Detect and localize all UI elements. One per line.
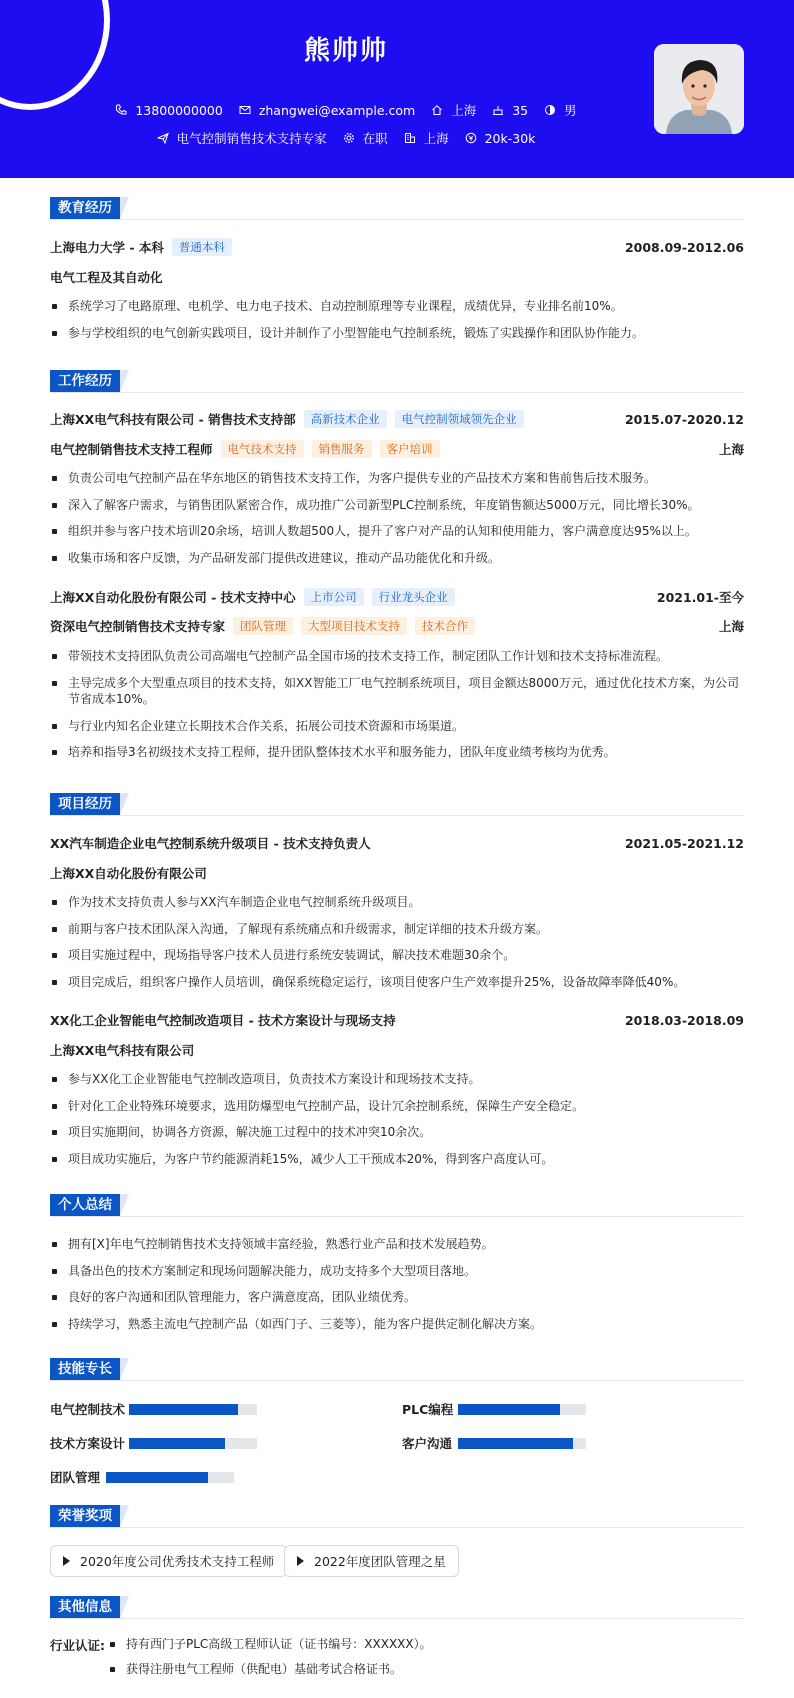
major-row bbox=[50, 268, 744, 286]
project-date: 2018.03-2018.09 bbox=[624, 1012, 744, 1028]
gender-text: 男 bbox=[564, 103, 577, 118]
send-icon bbox=[157, 132, 169, 144]
work-date: 2015.07-2020.12 bbox=[624, 411, 744, 427]
email-text: zhangwei@example.com bbox=[258, 102, 416, 118]
section-projects: 项目经历 bbox=[50, 793, 120, 815]
skill-bar bbox=[106, 1472, 234, 1483]
project-company-row bbox=[50, 1041, 744, 1059]
certification-label: 行业认证: bbox=[50, 1638, 105, 1653]
building-icon bbox=[404, 132, 416, 144]
mail-icon bbox=[239, 104, 251, 116]
project-date: 2021.05-2021.12 bbox=[624, 835, 744, 851]
work-header-row bbox=[50, 588, 744, 606]
position-info bbox=[157, 129, 327, 147]
project-bullets bbox=[50, 894, 744, 1000]
list-item: 系统学习了电路原理、电机学、电力电子技术、自动控制原理等专业课程，成绩优异，专业排名前10%。 bbox=[50, 298, 744, 315]
skill-name: 客户沟通 bbox=[402, 1436, 453, 1451]
hometown-info bbox=[431, 101, 476, 119]
work-header-row bbox=[50, 410, 744, 428]
age-text: 35 bbox=[512, 102, 529, 118]
salary-text: 20k-30k bbox=[484, 130, 536, 146]
phone-text: 13800000000 bbox=[135, 102, 223, 118]
section-divider bbox=[50, 1380, 744, 1381]
list-item: 具备出色的技术方案制定和现场问题解决能力，成功支持多个大型项目落地。 bbox=[50, 1263, 744, 1280]
section-summary: 个人总结 bbox=[50, 1194, 120, 1216]
position-text: 电气控制销售技术支持专家 bbox=[176, 131, 327, 146]
section-work: 工作经历 bbox=[50, 370, 120, 392]
company-name: 上海XX自动化股份有限公司 - 技术支持中心 bbox=[50, 590, 296, 605]
job-tag: 电气技术支持 bbox=[221, 440, 304, 458]
project-company: 上海XX电气科技有限公司 bbox=[50, 1043, 195, 1058]
list-item: 深入了解客户需求，与销售团队紧密合作，成功推广公司新型PLC控制系统，年度销售额达5000万元，同比增长30%。 bbox=[50, 497, 744, 514]
section-divider bbox=[50, 1216, 744, 1217]
job-tag: 销售服务 bbox=[312, 440, 372, 458]
avatar-photo bbox=[654, 44, 744, 134]
status-text: 在职 bbox=[362, 131, 388, 146]
job-intent-row bbox=[0, 129, 692, 147]
list-item: 项目成功实施后，为客户节约能源消耗15%，减少人工干预成本20%，得到客户高度认可。 bbox=[50, 1151, 744, 1168]
project-header-row bbox=[50, 834, 744, 852]
skill-name: PLC编程 bbox=[402, 1402, 454, 1417]
skill-item bbox=[50, 1400, 400, 1418]
skill-bar bbox=[458, 1404, 586, 1415]
work-date: 2021.01-至今 bbox=[656, 590, 744, 605]
skill-item bbox=[50, 1468, 400, 1486]
resume-header bbox=[0, 0, 794, 178]
work-bullets bbox=[50, 648, 744, 771]
play-icon bbox=[63, 1556, 70, 1566]
job-title: 资深电气控制销售技术支持专家 bbox=[50, 619, 226, 634]
candidate-name: 熊帅帅 bbox=[303, 36, 388, 66]
list-item: 主导完成多个大型重点项目的技术支持，如XX智能工厂电气控制系统项目，项目金额达8000万元，通过优化技术方案，为公司节省成本10%。 bbox=[50, 675, 744, 708]
degree-badge: 普通本科 bbox=[172, 238, 232, 256]
list-item: 与行业内知名企业建立长期技术合作关系，拓展公司技术资源和市场渠道。 bbox=[50, 718, 744, 735]
skill-bar bbox=[129, 1404, 257, 1415]
award-text: 2020年度公司优秀技术支持工程师 bbox=[80, 1554, 275, 1569]
age-info bbox=[492, 103, 528, 118]
section-divider bbox=[50, 1527, 744, 1528]
list-item: 持有西门子PLC高级工程师认证（证书编号：XXXXXX）。 bbox=[108, 1636, 728, 1652]
list-item: 收集市场和客户反馈，为产品研发部门提供改进建议，推动产品功能优化和升级。 bbox=[50, 550, 744, 567]
section-divider bbox=[50, 219, 744, 220]
project-name: XX化工企业智能电气控制改造项目 - 技术方案设计与现场支持 bbox=[50, 1013, 396, 1028]
job-tag: 大型项目技术支持 bbox=[301, 617, 407, 635]
list-item: 拥有[X]年电气控制销售技术支持领域丰富经验，熟悉行业产品和技术发展趋势。 bbox=[50, 1236, 744, 1253]
summary-bullets bbox=[50, 1236, 744, 1342]
section-divider bbox=[50, 392, 744, 393]
skill-bar-fill bbox=[458, 1404, 560, 1415]
list-item: 良好的客户沟通和团队管理能力，客户满意度高，团队业绩优秀。 bbox=[50, 1289, 744, 1306]
skill-name: 电气控制技术 bbox=[50, 1402, 126, 1417]
education-bullets bbox=[50, 298, 744, 351]
city-info bbox=[404, 129, 449, 147]
contact-row bbox=[0, 101, 692, 119]
gender-info bbox=[544, 101, 577, 119]
section-divider bbox=[50, 1618, 744, 1619]
email-info bbox=[239, 103, 415, 118]
company-badge: 行业龙头企业 bbox=[372, 588, 455, 606]
list-item: 培养和指导3名初级技术支持工程师，提升团队整体技术水平和服务能力，团队年度业绩考核均为优秀。 bbox=[50, 744, 744, 761]
section-skills: 技能专长 bbox=[50, 1358, 120, 1380]
list-item: 项目实施期间，协调各方资源，解决施工过程中的技术冲突10余次。 bbox=[50, 1124, 744, 1141]
home-icon bbox=[431, 104, 443, 116]
job-tag: 客户培训 bbox=[380, 440, 440, 458]
list-item: 前期与客户技术团队深入沟通，了解现有系统痛点和升级需求，制定详细的技术升级方案。 bbox=[50, 921, 744, 938]
job-location: 上海 bbox=[718, 442, 744, 457]
skill-bar bbox=[129, 1438, 257, 1449]
work-title-row bbox=[50, 617, 744, 635]
work-bullets bbox=[50, 470, 744, 576]
major-name: 电气工程及其自动化 bbox=[50, 270, 163, 285]
company-badge: 高新技术企业 bbox=[304, 410, 387, 428]
section-divider bbox=[50, 815, 744, 816]
list-item: 参与XX化工企业智能电气控制改造项目，负责技术方案设计和现场技术支持。 bbox=[50, 1071, 744, 1088]
project-company-row bbox=[50, 864, 744, 882]
phone-icon bbox=[115, 104, 127, 116]
company-name: 上海XX电气科技有限公司 - 销售技术支持部 bbox=[50, 412, 296, 427]
education-row bbox=[50, 238, 744, 256]
salary-info bbox=[465, 131, 536, 146]
city-text: 上海 bbox=[423, 131, 449, 146]
list-item: 带领技术支持团队负责公司高端电气控制产品全国市场的技术支持工作，制定团队工作计划和技术支持标准流程。 bbox=[50, 648, 744, 665]
section-education: 教育经历 bbox=[50, 197, 120, 219]
award-chip bbox=[50, 1545, 287, 1577]
certification-list bbox=[108, 1636, 728, 1686]
list-item: 获得注册电气工程师（供配电）基础考试合格证书。 bbox=[108, 1661, 728, 1677]
skill-bar-fill bbox=[458, 1438, 573, 1449]
list-item: 参与学校组织的电气创新实践项目，设计并制作了小型智能电气控制系统，锻炼了实践操作和团队协作能力。 bbox=[50, 325, 744, 342]
section-awards: 荣誉奖项 bbox=[50, 1505, 120, 1527]
award-text: 2022年度团队管理之星 bbox=[314, 1554, 446, 1569]
job-location: 上海 bbox=[718, 619, 744, 634]
play-icon bbox=[297, 1556, 304, 1566]
phone-info bbox=[115, 103, 222, 118]
award-chip bbox=[284, 1545, 459, 1577]
gender-icon bbox=[544, 104, 556, 116]
company-badge: 电气控制领域领先企业 bbox=[395, 410, 524, 428]
school-name: 上海电力大学 - 本科 bbox=[50, 240, 164, 255]
list-item: 持续学习，熟悉主流电气控制产品（如西门子、三菱等），能为客户提供定制化解决方案。 bbox=[50, 1316, 744, 1333]
section-other: 其他信息 bbox=[50, 1596, 120, 1618]
skill-name: 团队管理 bbox=[50, 1470, 101, 1485]
project-name: XX汽车制造企业电气控制系统升级项目 - 技术支持负责人 bbox=[50, 836, 371, 851]
gear-icon bbox=[343, 132, 355, 144]
education-date: 2008.09-2012.06 bbox=[624, 239, 744, 255]
skill-item bbox=[402, 1400, 742, 1418]
skill-bar-fill bbox=[129, 1438, 225, 1449]
list-item: 针对化工企业特殊环境要求，选用防爆型电气控制产品，设计冗余控制系统，保障生产安全稳定。 bbox=[50, 1098, 744, 1115]
skill-item bbox=[50, 1434, 400, 1452]
job-tag: 技术合作 bbox=[415, 617, 475, 635]
project-bullets bbox=[50, 1071, 744, 1177]
money-icon bbox=[465, 132, 477, 144]
skill-bar-fill bbox=[106, 1472, 208, 1483]
work-title-row bbox=[50, 440, 744, 458]
job-tag: 团队管理 bbox=[233, 617, 293, 635]
project-company: 上海XX自动化股份有限公司 bbox=[50, 866, 207, 881]
hometown-text: 上海 bbox=[451, 103, 477, 118]
list-item: 项目实施过程中，现场指导客户技术人员进行系统安装调试，解决技术难题30余个。 bbox=[50, 947, 744, 964]
list-item: 组织并参与客户技术培训20余场，培训人数超500人，提升了客户对产品的认知和使用能力，客户满意度达95%以上。 bbox=[50, 523, 744, 540]
cake-icon bbox=[492, 104, 504, 116]
project-header-row bbox=[50, 1011, 744, 1029]
list-item: 负责公司电气控制产品在华东地区的销售技术支持工作，为客户提供专业的产品技术方案和售前售后技术服务。 bbox=[50, 470, 744, 487]
skill-item bbox=[402, 1434, 742, 1452]
skill-name: 技术方案设计 bbox=[50, 1436, 126, 1451]
list-item: 作为技术支持负责人参与XX汽车制造企业电气控制系统升级项目。 bbox=[50, 894, 744, 911]
job-title: 电气控制销售技术支持工程师 bbox=[50, 442, 213, 457]
skill-bar-fill bbox=[129, 1404, 238, 1415]
skill-bar bbox=[458, 1438, 586, 1449]
company-badge: 上市公司 bbox=[304, 588, 364, 606]
list-item: 项目完成后，组织客户操作人员培训，确保系统稳定运行，该项目使客户生产效率提升25%，设备故障率降低40%。 bbox=[50, 974, 744, 991]
status-info bbox=[343, 129, 388, 147]
